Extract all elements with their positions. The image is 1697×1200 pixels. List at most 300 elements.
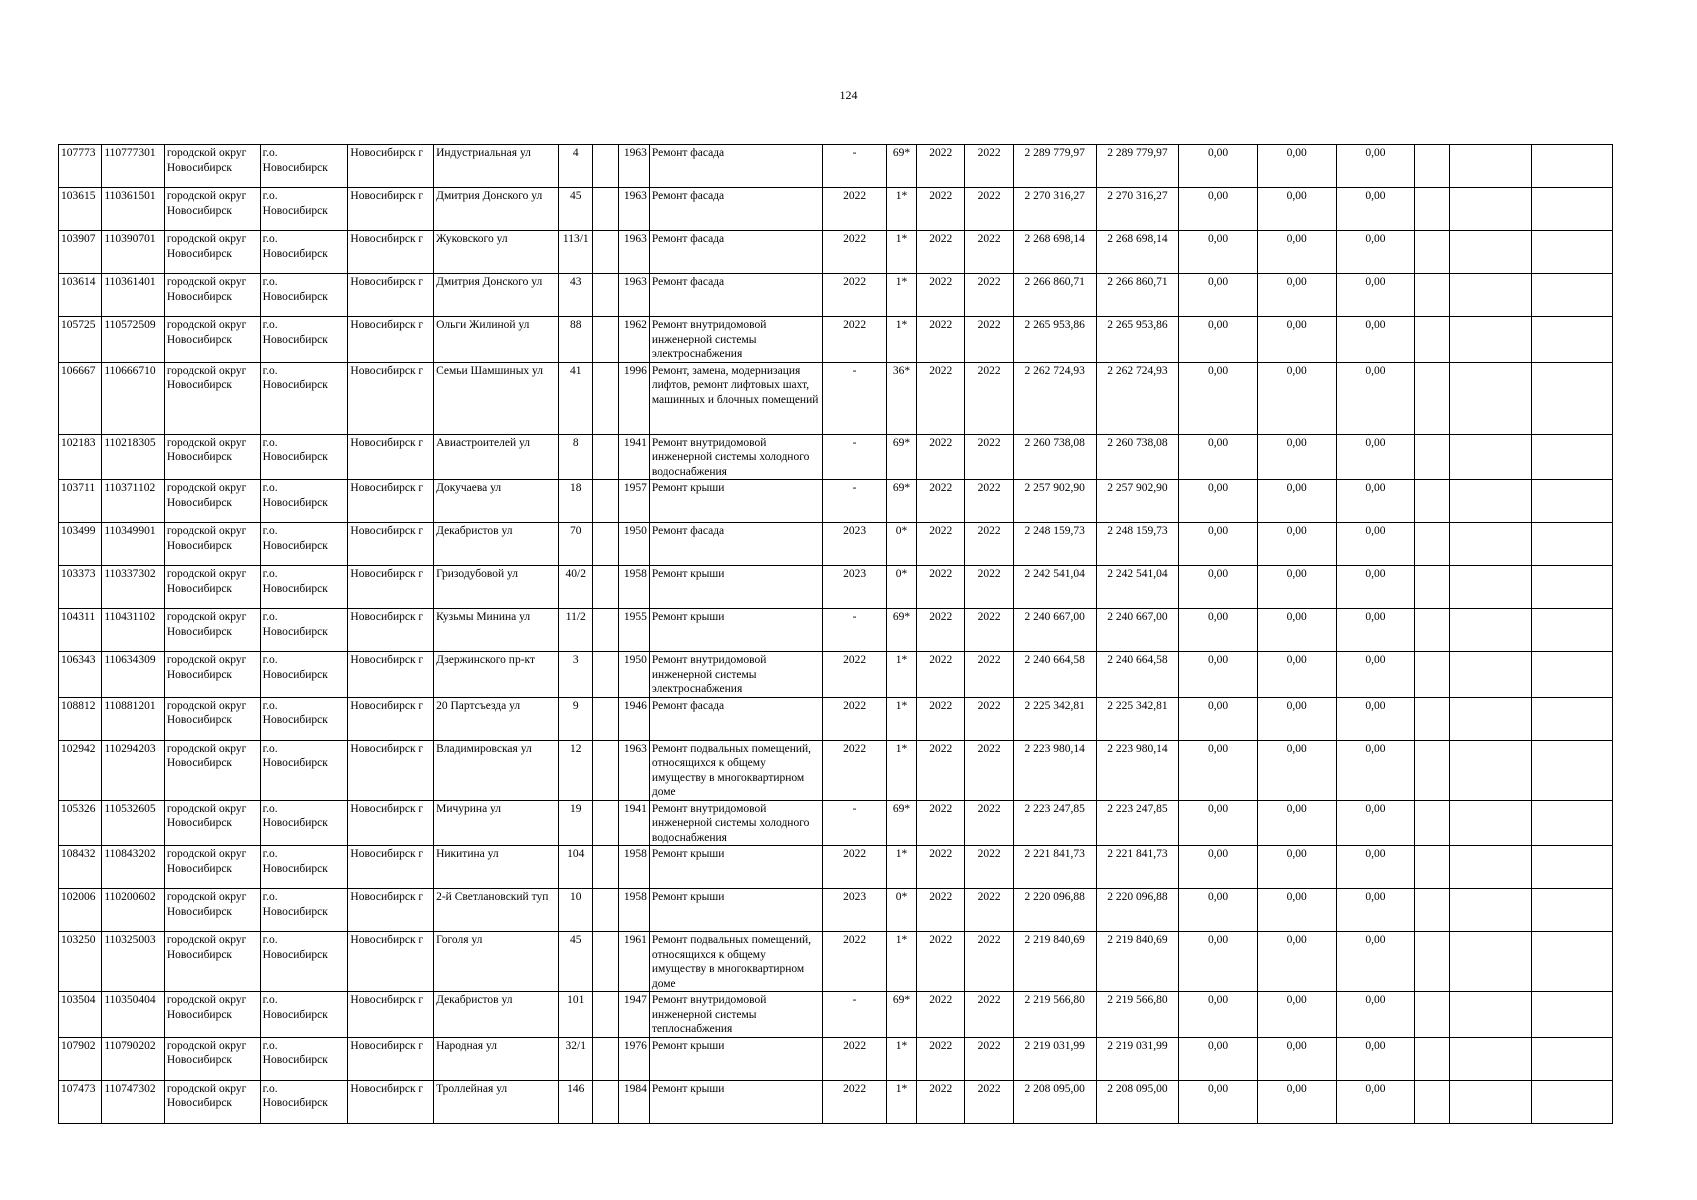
district-cell: городской округ Новосибирск [164,523,260,566]
house-code-cell: 110431102 [102,609,165,652]
amount-cell-3: 0,00 [1336,932,1415,992]
city-cell: Новосибирск г [348,932,434,992]
cost-fund-cell: 2 223 247,85 [1096,800,1179,846]
plan-end-cell: 2022 [965,480,1013,523]
municipality-cell: г.о. Новосибирск [260,317,348,363]
last-repair-cell: 2023 [823,566,887,609]
work-type-cell: Ремонт фасада [649,274,822,317]
wear-cell: 69* [886,434,916,480]
empty-cell [593,231,618,274]
last-repair-cell: 2022 [823,1080,887,1123]
plan-end-cell: 2022 [965,362,1013,434]
table-row [59,274,1613,317]
cost-total-cell: 2 266 860,71 [1013,274,1096,317]
house-code-cell: 110747302 [102,1080,165,1123]
amount-cell-2: 0,00 [1257,932,1336,992]
plan-end-cell: 2022 [965,846,1013,889]
amount-cell-2: 0,00 [1257,274,1336,317]
amount-cell-2: 0,00 [1257,697,1336,740]
empty-cell [1532,889,1613,932]
last-repair-cell: 2022 [823,231,887,274]
amount-cell-1: 0,00 [1179,609,1258,652]
street-cell: 2-й Светлановский туп [434,889,559,932]
work-type-cell: Ремонт внутридомовой инженерной системы холодного водоснабжения [649,434,822,480]
empty-cell [1415,274,1450,317]
house-number-cell: 113/1 [559,231,593,274]
amount-cell-3: 0,00 [1336,740,1415,800]
house-number-cell: 45 [559,932,593,992]
last-repair-cell: 2022 [823,317,887,363]
work-type-cell: Ремонт крыши [649,889,822,932]
cost-total-cell: 2 265 953,86 [1013,317,1096,363]
street-cell: Народная ул [434,1037,559,1080]
house-code-cell: 110294203 [102,740,165,800]
cost-fund-cell: 2 223 980,14 [1096,740,1179,800]
row-id-cell: 104311 [59,609,102,652]
empty-cell [1532,566,1613,609]
plan-start-cell: 2022 [917,188,965,231]
city-cell: Новосибирск г [348,434,434,480]
empty-cell [1532,480,1613,523]
street-cell: Кузьмы Минина ул [434,609,559,652]
cost-total-cell: 2 223 247,85 [1013,800,1096,846]
empty-cell [593,992,618,1038]
house-number-cell: 104 [559,846,593,889]
empty-cell [1532,188,1613,231]
empty-cell [1450,566,1532,609]
year-built-cell: 1947 [618,992,649,1038]
table-row [59,231,1613,274]
amount-cell-2: 0,00 [1257,1037,1336,1080]
row-id-cell: 108432 [59,846,102,889]
empty-cell [1415,1037,1450,1080]
cost-total-cell: 2 242 541,04 [1013,566,1096,609]
cost-fund-cell: 2 225 342,81 [1096,697,1179,740]
house-number-cell: 9 [559,697,593,740]
empty-cell [1450,740,1532,800]
house-number-cell: 3 [559,652,593,698]
empty-cell [1532,145,1613,188]
wear-cell: 1* [886,697,916,740]
empty-cell [1450,1037,1532,1080]
empty-cell [593,1080,618,1123]
cost-fund-cell: 2 265 953,86 [1096,317,1179,363]
cost-total-cell: 2 220 096,88 [1013,889,1096,932]
empty-cell [1450,274,1532,317]
empty-cell [1450,145,1532,188]
amount-cell-2: 0,00 [1257,480,1336,523]
amount-cell-1: 0,00 [1179,1080,1258,1123]
amount-cell-2: 0,00 [1257,188,1336,231]
table-row [59,740,1613,800]
empty-cell [593,1037,618,1080]
city-cell: Новосибирск г [348,889,434,932]
municipality-cell: г.о. Новосибирск [260,480,348,523]
last-repair-cell: - [823,434,887,480]
empty-cell [1532,274,1613,317]
cost-total-cell: 2 221 841,73 [1013,846,1096,889]
house-number-cell: 101 [559,992,593,1038]
house-code-cell: 110337302 [102,566,165,609]
district-cell: городской округ Новосибирск [164,740,260,800]
amount-cell-3: 0,00 [1336,992,1415,1038]
house-number-cell: 10 [559,889,593,932]
district-cell: городской округ Новосибирск [164,992,260,1038]
row-id-cell: 103373 [59,566,102,609]
table-row [59,609,1613,652]
row-id-cell: 103499 [59,523,102,566]
amount-cell-1: 0,00 [1179,846,1258,889]
last-repair-cell: - [823,145,887,188]
cost-fund-cell: 2 260 738,08 [1096,434,1179,480]
plan-end-cell: 2022 [965,317,1013,363]
work-type-cell: Ремонт подвальных помещений, относящихся к общему имуществу в многоквартирном доме [649,932,822,992]
district-cell: городской округ Новосибирск [164,800,260,846]
row-id-cell: 105326 [59,800,102,846]
plan-start-cell: 2022 [917,800,965,846]
wear-cell: 1* [886,1037,916,1080]
amount-cell-2: 0,00 [1257,740,1336,800]
municipality-cell: г.о. Новосибирск [260,434,348,480]
work-type-cell: Ремонт, замена, модернизация лифтов, ремонт лифтовых шахт, машинных и блочных помещений [649,362,822,434]
year-built-cell: 1957 [618,480,649,523]
city-cell: Новосибирск г [348,523,434,566]
house-code-cell: 110777301 [102,145,165,188]
plan-end-cell: 2022 [965,697,1013,740]
plan-start-cell: 2022 [917,145,965,188]
amount-cell-3: 0,00 [1336,434,1415,480]
house-number-cell: 12 [559,740,593,800]
row-id-cell: 108812 [59,697,102,740]
wear-cell: 1* [886,932,916,992]
cost-fund-cell: 2 219 031,99 [1096,1037,1179,1080]
wear-cell: 1* [886,317,916,363]
amount-cell-2: 0,00 [1257,992,1336,1038]
house-code-cell: 110634309 [102,652,165,698]
district-cell: городской округ Новосибирск [164,609,260,652]
house-code-cell: 110325003 [102,932,165,992]
house-number-cell: 70 [559,523,593,566]
amount-cell-2: 0,00 [1257,434,1336,480]
wear-cell: 1* [886,231,916,274]
amount-cell-2: 0,00 [1257,609,1336,652]
repair-registry-table [58,144,1613,1124]
house-number-cell: 8 [559,434,593,480]
empty-cell [1532,231,1613,274]
table-row [59,317,1613,363]
work-type-cell: Ремонт внутридомовой инженерной системы теплоснабжения [649,992,822,1038]
street-cell: 20 Партсъезда ул [434,697,559,740]
street-cell: Декабристов ул [434,523,559,566]
plan-end-cell: 2022 [965,932,1013,992]
cost-total-cell: 2 270 316,27 [1013,188,1096,231]
empty-cell [1415,740,1450,800]
empty-cell [1450,609,1532,652]
empty-cell [1415,188,1450,231]
district-cell: городской округ Новосибирск [164,932,260,992]
plan-end-cell: 2022 [965,992,1013,1038]
district-cell: городской округ Новосибирск [164,1037,260,1080]
empty-cell [1415,846,1450,889]
street-cell: Дмитрия Донского ул [434,188,559,231]
last-repair-cell: - [823,800,887,846]
empty-cell [1415,480,1450,523]
table-row [59,800,1613,846]
empty-cell [1450,932,1532,992]
year-built-cell: 1963 [618,740,649,800]
cost-total-cell: 2 219 840,69 [1013,932,1096,992]
empty-cell [1532,697,1613,740]
amount-cell-3: 0,00 [1336,188,1415,231]
plan-start-cell: 2022 [917,274,965,317]
empty-cell [1415,362,1450,434]
city-cell: Новосибирск г [348,652,434,698]
empty-cell [1450,231,1532,274]
cost-total-cell: 2 262 724,93 [1013,362,1096,434]
amount-cell-3: 0,00 [1336,1080,1415,1123]
work-type-cell: Ремонт фасада [649,231,822,274]
house-code-cell: 110666710 [102,362,165,434]
municipality-cell: г.о. Новосибирск [260,889,348,932]
district-cell: городской округ Новосибирск [164,697,260,740]
house-code-cell: 110218305 [102,434,165,480]
amount-cell-1: 0,00 [1179,434,1258,480]
row-id-cell: 103504 [59,992,102,1038]
district-cell: городской округ Новосибирск [164,231,260,274]
municipality-cell: г.о. Новосибирск [260,609,348,652]
house-code-cell: 110881201 [102,697,165,740]
cost-fund-cell: 2 240 667,00 [1096,609,1179,652]
cost-total-cell: 2 223 980,14 [1013,740,1096,800]
empty-cell [1415,609,1450,652]
plan-end-cell: 2022 [965,188,1013,231]
municipality-cell: г.о. Новосибирск [260,1037,348,1080]
wear-cell: 1* [886,274,916,317]
year-built-cell: 1955 [618,609,649,652]
empty-cell [1450,188,1532,231]
district-cell: городской округ Новосибирск [164,846,260,889]
empty-cell [1415,317,1450,363]
amount-cell-3: 0,00 [1336,317,1415,363]
city-cell: Новосибирск г [348,145,434,188]
row-id-cell: 103711 [59,480,102,523]
last-repair-cell: - [823,362,887,434]
work-type-cell: Ремонт внутридомовой инженерной системы электроснабжения [649,317,822,363]
empty-cell [593,697,618,740]
plan-end-cell: 2022 [965,434,1013,480]
work-type-cell: Ремонт фасада [649,697,822,740]
work-type-cell: Ремонт фасада [649,145,822,188]
city-cell: Новосибирск г [348,800,434,846]
row-id-cell: 106667 [59,362,102,434]
city-cell: Новосибирск г [348,188,434,231]
empty-cell [1532,800,1613,846]
district-cell: городской округ Новосибирск [164,274,260,317]
municipality-cell: г.о. Новосибирск [260,697,348,740]
plan-start-cell: 2022 [917,434,965,480]
city-cell: Новосибирск г [348,697,434,740]
amount-cell-1: 0,00 [1179,1037,1258,1080]
empty-cell [593,362,618,434]
table-row [59,1037,1613,1080]
amount-cell-1: 0,00 [1179,652,1258,698]
work-type-cell: Ремонт внутридомовой инженерной системы электроснабжения [649,652,822,698]
city-cell: Новосибирск г [348,992,434,1038]
wear-cell: 1* [886,1080,916,1123]
street-cell: Докучаева ул [434,480,559,523]
house-number-cell: 88 [559,317,593,363]
cost-fund-cell: 2 289 779,97 [1096,145,1179,188]
city-cell: Новосибирск г [348,274,434,317]
row-id-cell: 102183 [59,434,102,480]
cost-fund-cell: 2 266 860,71 [1096,274,1179,317]
amount-cell-1: 0,00 [1179,566,1258,609]
amount-cell-1: 0,00 [1179,523,1258,566]
empty-cell [593,188,618,231]
year-built-cell: 1961 [618,932,649,992]
row-id-cell: 105725 [59,317,102,363]
empty-cell [1415,652,1450,698]
city-cell: Новосибирск г [348,480,434,523]
year-built-cell: 1958 [618,889,649,932]
year-built-cell: 1963 [618,188,649,231]
year-built-cell: 1958 [618,566,649,609]
empty-cell [1450,362,1532,434]
municipality-cell: г.о. Новосибирск [260,652,348,698]
city-cell: Новосибирск г [348,1080,434,1123]
amount-cell-1: 0,00 [1179,740,1258,800]
empty-cell [1450,434,1532,480]
last-repair-cell: 2022 [823,188,887,231]
city-cell: Новосибирск г [348,1037,434,1080]
empty-cell [593,434,618,480]
table-row [59,992,1613,1038]
empty-cell [1532,523,1613,566]
last-repair-cell: 2022 [823,740,887,800]
street-cell: Троллейная ул [434,1080,559,1123]
empty-cell [1450,697,1532,740]
city-cell: Новосибирск г [348,740,434,800]
cost-fund-cell: 2 262 724,93 [1096,362,1179,434]
municipality-cell: г.о. Новосибирск [260,1080,348,1123]
municipality-cell: г.о. Новосибирск [260,932,348,992]
municipality-cell: г.о. Новосибирск [260,274,348,317]
plan-end-cell: 2022 [965,800,1013,846]
empty-cell [1450,523,1532,566]
house-code-cell: 110790202 [102,1037,165,1080]
empty-cell [1415,697,1450,740]
amount-cell-2: 0,00 [1257,231,1336,274]
empty-cell [593,274,618,317]
empty-cell [1415,231,1450,274]
district-cell: городской округ Новосибирск [164,480,260,523]
last-repair-cell: 2022 [823,274,887,317]
house-number-cell: 146 [559,1080,593,1123]
empty-cell [1450,1080,1532,1123]
amount-cell-2: 0,00 [1257,889,1336,932]
municipality-cell: г.о. Новосибирск [260,188,348,231]
empty-cell [1415,434,1450,480]
house-number-cell: 45 [559,188,593,231]
plan-end-cell: 2022 [965,740,1013,800]
street-cell: Мичурина ул [434,800,559,846]
municipality-cell: г.о. Новосибирск [260,231,348,274]
amount-cell-2: 0,00 [1257,317,1336,363]
plan-start-cell: 2022 [917,1037,965,1080]
plan-end-cell: 2022 [965,145,1013,188]
work-type-cell: Ремонт крыши [649,1080,822,1123]
empty-cell [1532,362,1613,434]
amount-cell-1: 0,00 [1179,992,1258,1038]
house-number-cell: 32/1 [559,1037,593,1080]
district-cell: городской округ Новосибирск [164,317,260,363]
amount-cell-2: 0,00 [1257,652,1336,698]
wear-cell: 36* [886,362,916,434]
row-id-cell: 102942 [59,740,102,800]
cost-fund-cell: 2 257 902,90 [1096,480,1179,523]
amount-cell-1: 0,00 [1179,480,1258,523]
amount-cell-1: 0,00 [1179,697,1258,740]
plan-end-cell: 2022 [965,231,1013,274]
empty-cell [593,740,618,800]
municipality-cell: г.о. Новосибирск [260,800,348,846]
cost-fund-cell: 2 219 566,80 [1096,992,1179,1038]
year-built-cell: 1984 [618,1080,649,1123]
empty-cell [1532,992,1613,1038]
amount-cell-3: 0,00 [1336,362,1415,434]
house-code-cell: 110572509 [102,317,165,363]
table-row [59,932,1613,992]
amount-cell-2: 0,00 [1257,145,1336,188]
amount-cell-1: 0,00 [1179,932,1258,992]
wear-cell: 0* [886,566,916,609]
cost-total-cell: 2 219 031,99 [1013,1037,1096,1080]
district-cell: городской округ Новосибирск [164,362,260,434]
year-built-cell: 1962 [618,317,649,363]
year-built-cell: 1941 [618,800,649,846]
plan-start-cell: 2022 [917,846,965,889]
empty-cell [593,609,618,652]
empty-cell [593,566,618,609]
work-type-cell: Ремонт подвальных помещений, относящихся к общему имуществу в многоквартирном доме [649,740,822,800]
amount-cell-1: 0,00 [1179,317,1258,363]
city-cell: Новосибирск г [348,609,434,652]
empty-cell [593,846,618,889]
empty-cell [1415,800,1450,846]
municipality-cell: г.о. Новосибирск [260,523,348,566]
work-type-cell: Ремонт крыши [649,1037,822,1080]
amount-cell-3: 0,00 [1336,800,1415,846]
wear-cell: 1* [886,188,916,231]
plan-start-cell: 2022 [917,317,965,363]
wear-cell: 0* [886,523,916,566]
street-cell: Ольги Жилиной ул [434,317,559,363]
cost-total-cell: 2 240 667,00 [1013,609,1096,652]
municipality-cell: г.о. Новосибирск [260,846,348,889]
plan-end-cell: 2022 [965,274,1013,317]
amount-cell-2: 0,00 [1257,566,1336,609]
house-number-cell: 40/2 [559,566,593,609]
row-id-cell: 103250 [59,932,102,992]
work-type-cell: Ремонт крыши [649,846,822,889]
last-repair-cell: - [823,609,887,652]
last-repair-cell: 2022 [823,652,887,698]
street-cell: Жуковского ул [434,231,559,274]
work-type-cell: Ремонт крыши [649,566,822,609]
year-built-cell: 1941 [618,434,649,480]
table-row [59,434,1613,480]
table-row [59,846,1613,889]
